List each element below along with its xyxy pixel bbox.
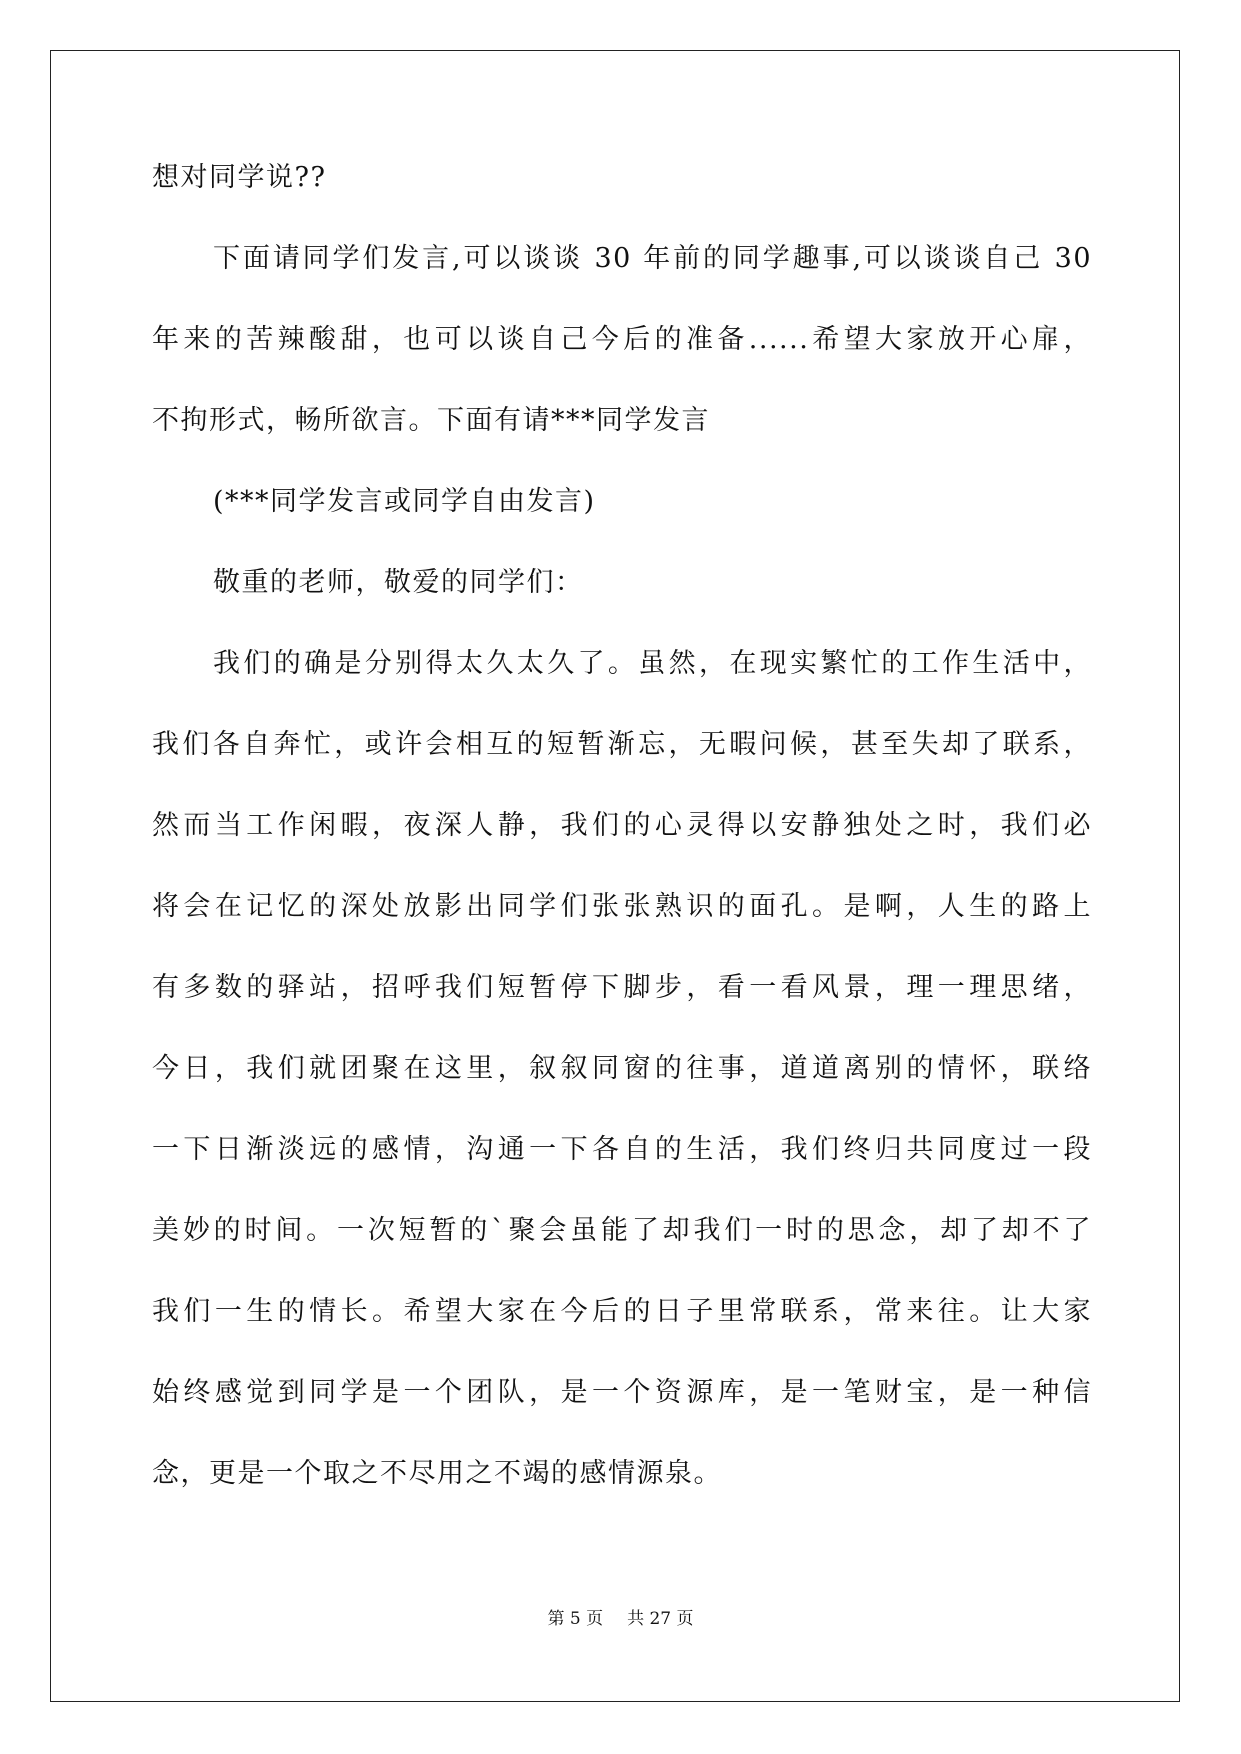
- text-line: 美妙的时间。一次短暂的`聚会虽能了却我们一时的思念，却了却不了: [152, 1215, 1092, 1246]
- page-footer: [0, 1608, 1241, 1630]
- text-line: 我们一生的情长。希望大家在今后的日子里常联系，常来往。让大家: [152, 1296, 1092, 1327]
- text-line: 一下日渐淡远的感情，沟通一下各自的生活，我们终归共同度过一段: [152, 1134, 1092, 1165]
- text-line: (***同学发言或同学自由发言): [213, 486, 596, 517]
- text-line: 念，更是一个取之不尽用之不竭的感情源泉。: [152, 1458, 722, 1489]
- text-line: 年来的苦辣酸甜，也可以谈自己今后的准备......希望大家放开心扉，: [152, 324, 1092, 355]
- text-line: 下面请同学们发言,可以谈谈 30 年前的同学趣事,可以谈谈自己 30: [213, 243, 1092, 274]
- document-body: [152, 158, 1092, 1535]
- text-line: 今日，我们就团聚在这里，叙叙同窗的往事，道道离别的情怀，联络: [152, 1053, 1092, 1084]
- text-line: 将会在记忆的深处放影出同学们张张熟识的面孔。是啊，人生的路上: [152, 891, 1092, 922]
- text-line: 始终感觉到同学是一个团队，是一个资源库，是一笔财宝，是一种信: [152, 1377, 1092, 1408]
- text-line: 有多数的驿站，招呼我们短暂停下脚步，看一看风景，理一理思绪，: [152, 972, 1092, 1003]
- page-total: 共 27 页: [627, 1609, 694, 1629]
- text-line: 我们的确是分别得太久太久了。虽然，在现实繁忙的工作生活中，: [213, 648, 1092, 679]
- text-line: 敬重的老师，敬爱的同学们：: [213, 567, 584, 598]
- page-number: 第 5 页: [547, 1609, 604, 1629]
- text-line: 我们各自奔忙，或许会相互的短暂渐忘，无暇问候，甚至失却了联系，: [152, 729, 1092, 760]
- text-line: 不拘形式，畅所欲言。下面有请***同学发言: [152, 405, 710, 436]
- text-line: 想对同学说??: [152, 162, 327, 193]
- text-line: 然而当工作闲暇，夜深人静，我们的心灵得以安静独处之时，我们必: [152, 810, 1092, 841]
